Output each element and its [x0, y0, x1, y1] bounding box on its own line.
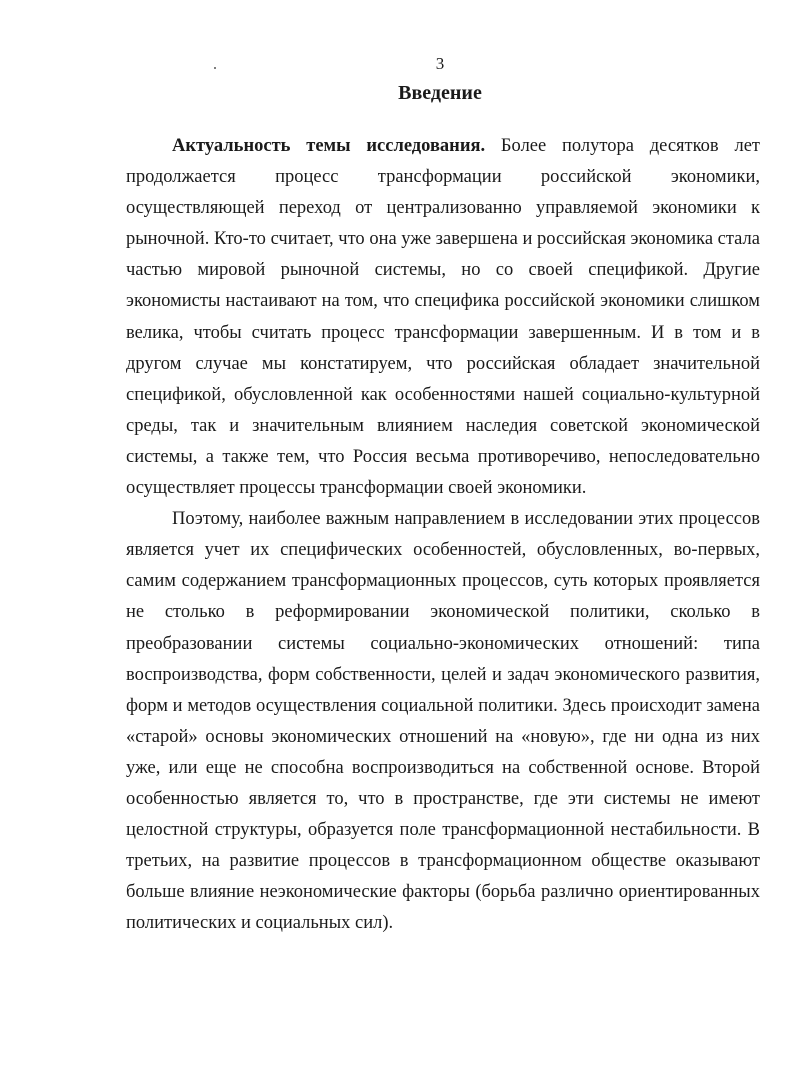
- paragraph-text: Более полутора десятков лет продолжается процесс трансформации российской экономики, осуществляющей переход от централизованно управляемой экономики к рыночной. Кто-то считает, что она уже завершена и российская экономика стала частью мировой рыночной системы, но со своей спецификой. Другие экономисты настаивают на том, что специфика российской экономики слишком велика, чтобы считать процесс трансформации завершенным. И в том и в другом случае мы констатируем, что российская обладает значительной спецификой, обусловленной как особенностями нашей социально-культурной среды, так и значительным влиянием наследия советской экономической системы, а также тем, что Россия весьма противоречиво, непоследовательно осуществляет процессы трансформации своей экономики.: [126, 136, 760, 499]
- scan-speck: [214, 67, 216, 69]
- page-number: 3: [435, 54, 445, 73]
- paragraph-relevance: [126, 131, 760, 504]
- paragraph-lead-bold: Актуальность темы исследования.: [172, 136, 486, 156]
- body-text: [126, 131, 760, 939]
- paragraph-specifics: Поэтому, наиболее важным направлением в исследовании этих процессов является учет их специфических особенностей, обусловленных, во-первых, самим содержанием трансформационных процессов, суть которых проявляется не столько в реформировании экономической политики, сколько в преобразовании системы социально-экономических отношений: типа воспроизводства, форм собственности, целей и задач экономического развития, форм и методов осуществления социальной политики. Здесь происходит замена «старой» основы экономических отношений на «новую», где ни одна из них уже, или еще не способна воспроизводиться на собственной основе. Второй особенностью является то, что в пространстве, где эти системы не имеют целостной структуры, образуется поле трансформационной нестабильности. В третьих, на развитие процессов в трансформационном обществе оказывают больше влияние неэкономические факторы (борьба различно ориентированных политических и социальных сил).: [126, 509, 760, 934]
- section-heading: Введение: [398, 82, 482, 104]
